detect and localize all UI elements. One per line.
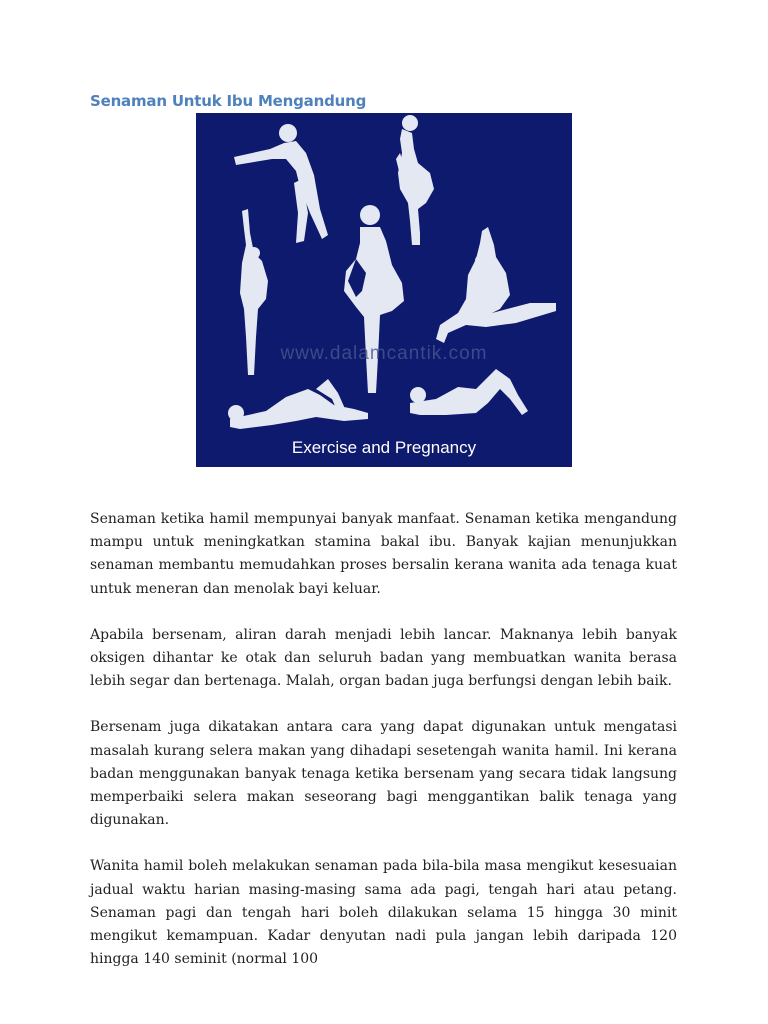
lying-knees-bent-figure [410,369,528,415]
lying-knee-raised-figure [228,379,368,429]
standing-side-figure [396,115,434,245]
paragraph-4: Wanita hamil boleh melakukan senaman pada bila-bila masa mengikut kesesuaian jadual waktu harian masing-masing sama ada pagi, tengah hari atau petang. Senaman pagi dan tengah hari boleh dilakukan selama 15 hingga 30 minit mengikut kemampuan. Kadar denyutan nadi pula jangan lebih daripada 120 hingga 140 seminit (normal 100 [90,858,677,968]
paragraph-3: Bersenam juga dikatakan antara cara yang dapat digunakan untuk mengatasi masalah kurang selera makan yang dihadapi sesetengah wanita hamil. Ini kerana badan menggunakan banyak tenaga ketika bersenam yang secara tidak langsung memperbaiki selera makan seseorang bagi menggantikan balik tenaga yang digunakan. [90,719,677,829]
image-watermark: www.dalamcantik.com [280,343,488,364]
pregnant-standing-figure [344,205,404,393]
paragraph-1: Senaman ketika hamil mempunyai banyak manfaat. Senaman ketika mengandung mampu untuk meningkatkan stamina bakal ibu. Banyak kajian menunjukkan senaman membantu memudahkan proses bersalin kerana wanita ada tenaga kuat untuk meneran dan menolak bayi keluar. [90,511,677,597]
page-title: Senaman Untuk Ibu Mengandung [90,92,367,110]
article-body [90,508,677,971]
paragraph-2: Apabila bersenam, aliran darah menjadi lebih lancar. Maknanya lebih banyak oksigen dihantar ke otak dan seluruh badan yang membuatkan wanita berasa lebih segar dan bertenaga. Malah, organ badan juga berfungsi dengan lebih baik. [90,626,677,690]
arms-raised-figure [240,209,268,375]
exercise-illustration [196,113,572,467]
image-caption: Exercise and Pregnancy [291,438,477,457]
seated-leg-stretch-figure [436,227,556,343]
